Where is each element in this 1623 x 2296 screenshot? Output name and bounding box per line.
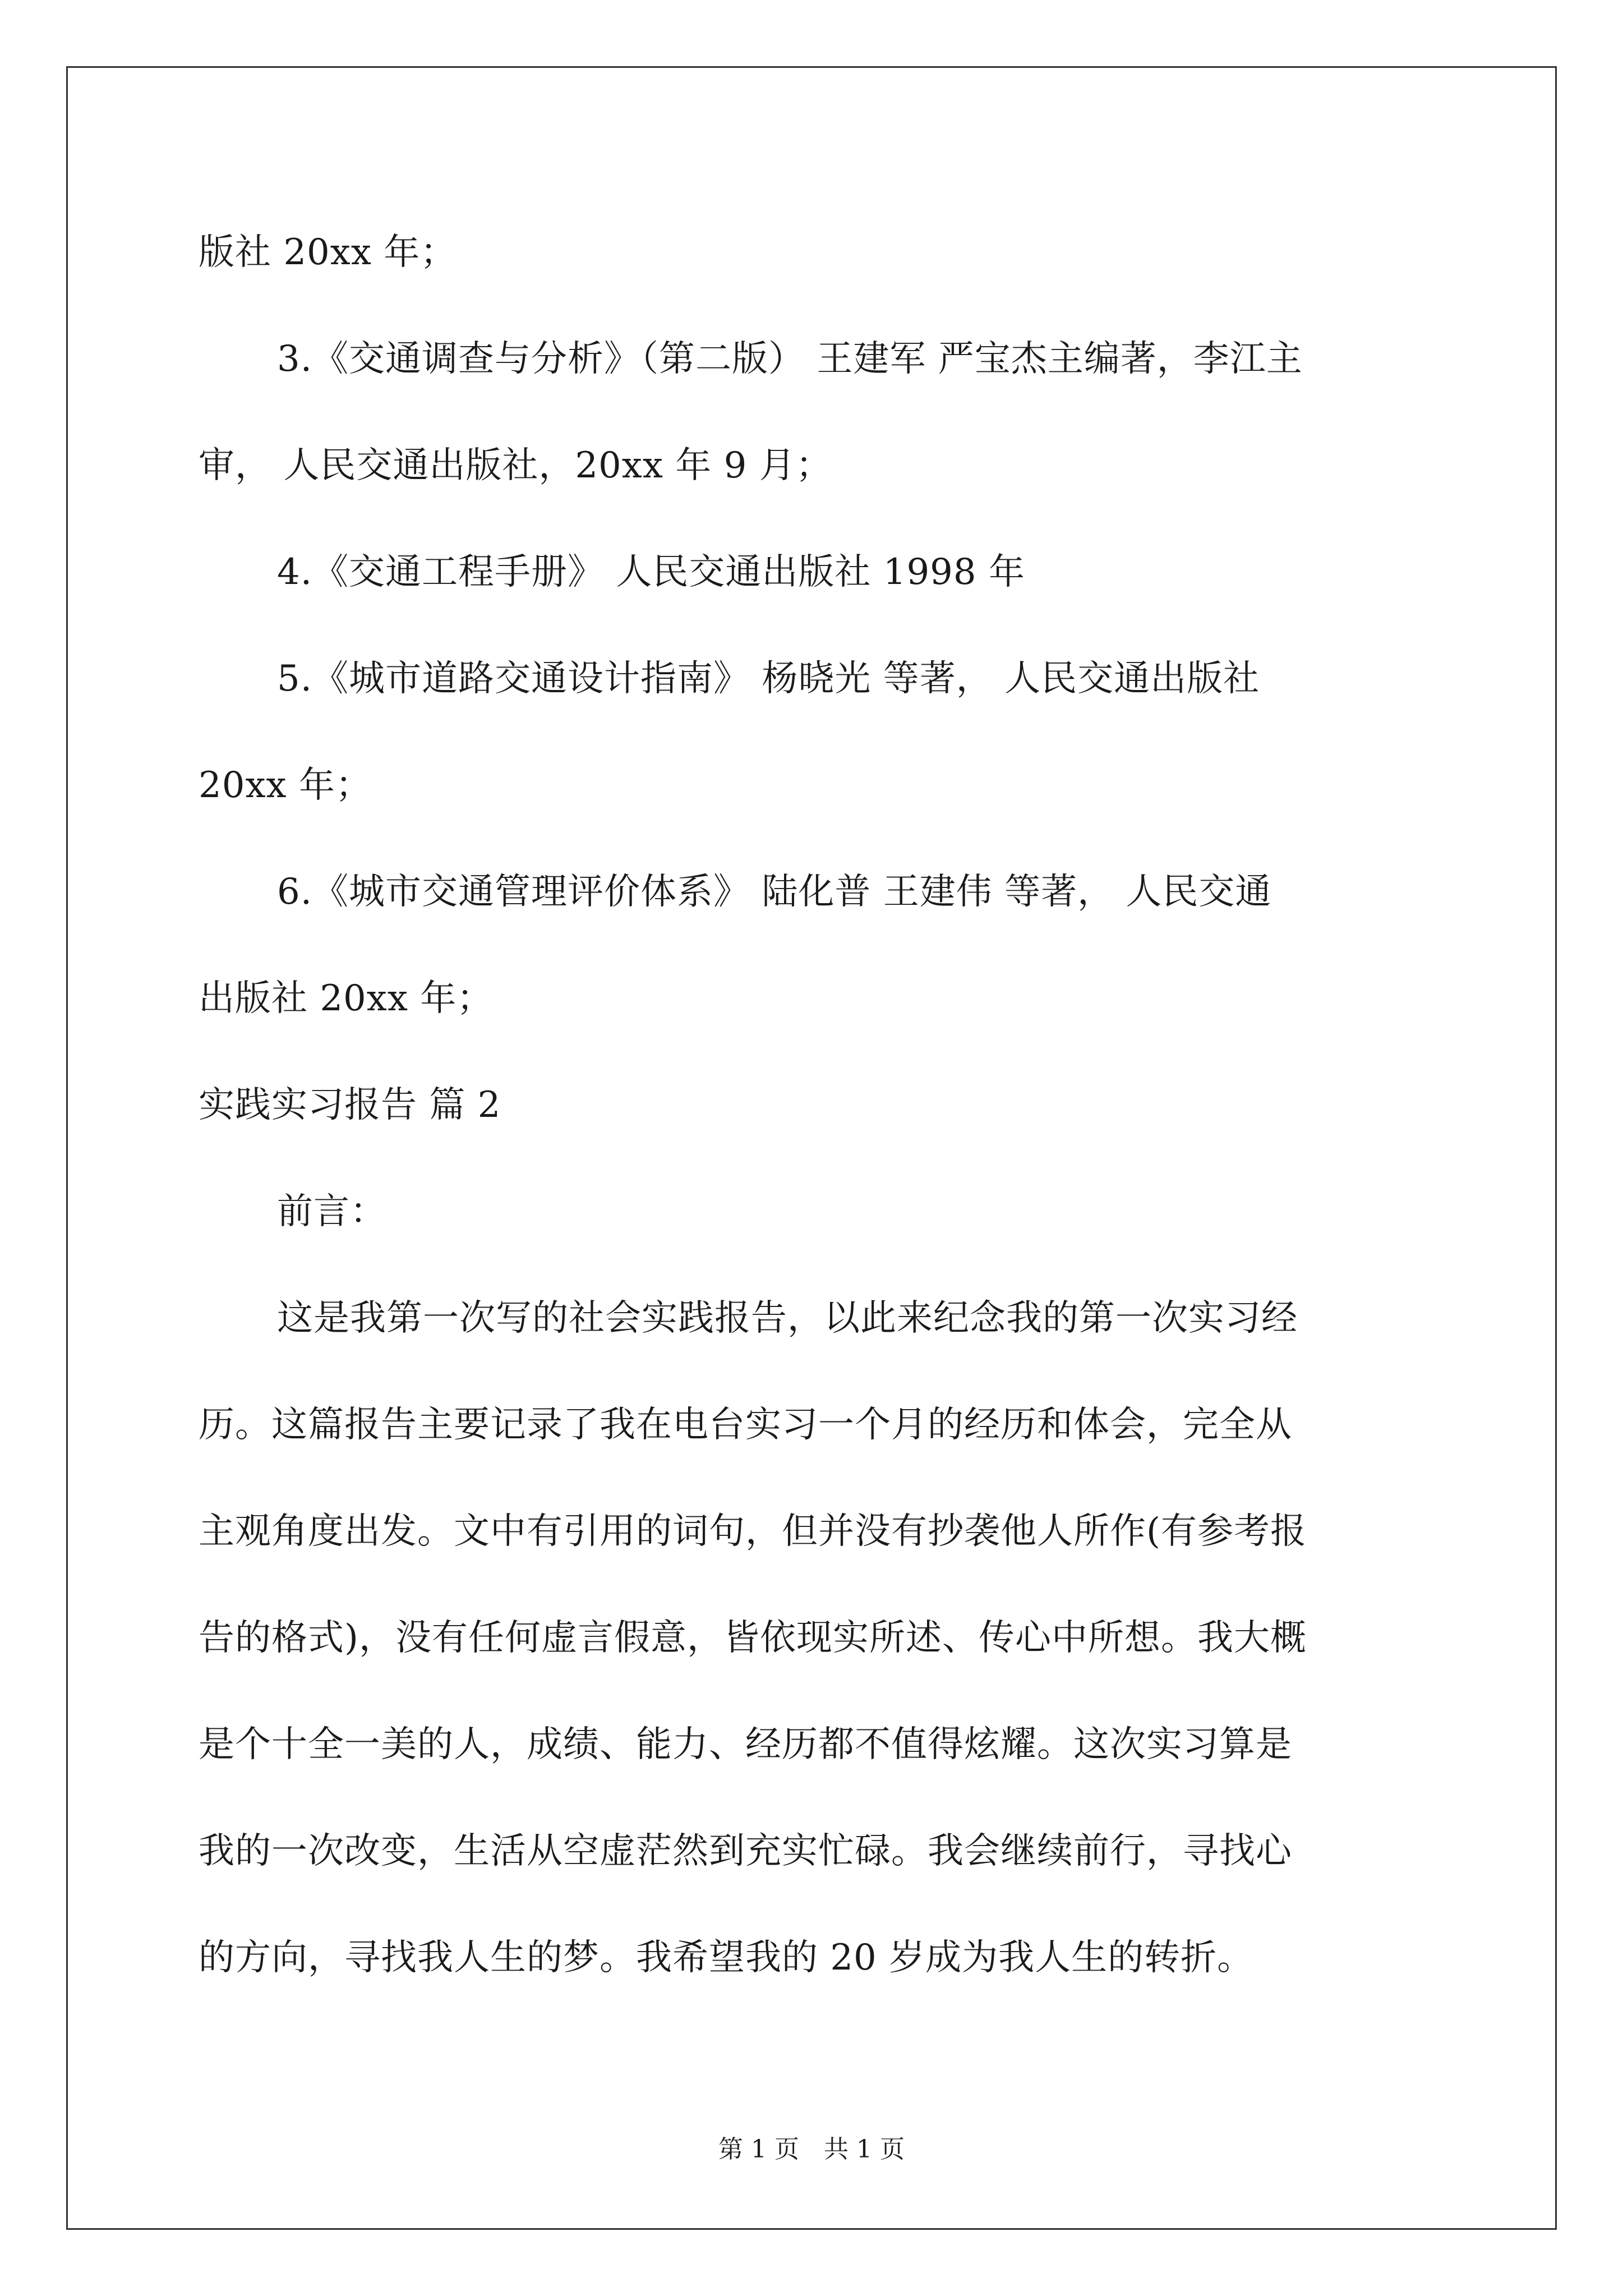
- text-line-6: 20xx 年；: [199, 765, 372, 806]
- text-line-3: 审， 人民交通出版社，20xx 年 9 月；: [199, 445, 832, 486]
- paragraph-line-1: 这是我第一次写的社会实践报告，以此来纪念我的第一次实习经: [277, 1297, 1298, 1339]
- paragraph-line-2: 历。这篇报告主要记录了我在电台实习一个月的经历和体会，完全从: [199, 1404, 1292, 1446]
- preface-label: 前言：: [277, 1191, 386, 1232]
- paragraph-line-7: 的方向，寻找我人生的梦。我希望我的 20 岁成为我人生的转折。: [199, 1937, 1254, 1978]
- text-line-5: 5.《城市道路交通设计指南》 杨晓光 等著， 人民交通出版社: [277, 658, 1260, 700]
- text-line-4: 4.《交通工程手册》 人民交通出版社 1998 年: [277, 551, 1025, 593]
- paragraph-line-4: 告的格式)，没有任何虚言假意，皆依现实所述、传心中所想。我大概: [199, 1617, 1307, 1659]
- text-line-1: 版社 20xx 年；: [199, 232, 457, 273]
- paragraph-line-3: 主观角度出发。文中有引用的词句，但并没有抄袭他人所作(有参考报: [199, 1511, 1307, 1552]
- text-line-8: 出版社 20xx 年；: [199, 978, 494, 1019]
- document-body: [199, 199, 1438, 2011]
- paragraph-line-5: 是个十全一美的人，成绩、能力、经历都不值得炫耀。这次实习算是: [199, 1724, 1292, 1765]
- text-line-7: 6.《城市交通管理评价体系》 陆化普 王建伟 等著， 人民交通: [277, 871, 1272, 913]
- section-heading: 实践实习报告 篇 2: [199, 1084, 501, 1126]
- page-footer: 第 1 页 共 1 页: [718, 2135, 905, 2164]
- paragraph-line-6: 我的一次改变，生活从空虚茫然到充实忙碌。我会继续前行，寻找心: [199, 1830, 1292, 1872]
- text-line-2: 3.《交通调查与分析》（第二版） 王建军 严宝杰主编著，李江主: [277, 338, 1303, 380]
